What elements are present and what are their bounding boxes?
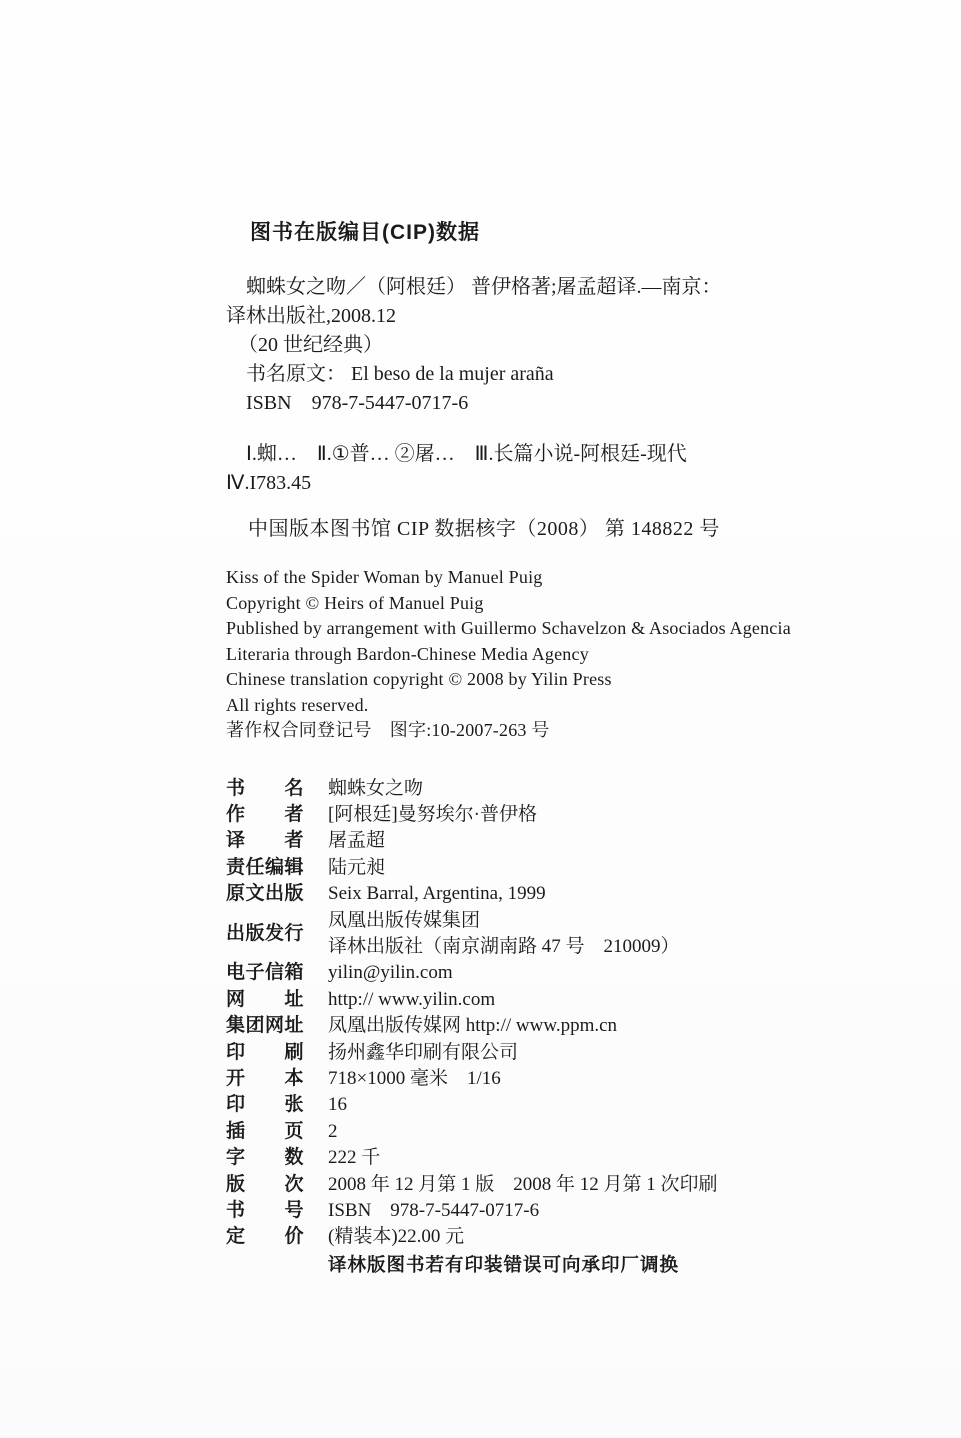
copyright-line: Literaria through Bardon-Chinese Media Agency bbox=[226, 643, 589, 664]
pub-value: 16 bbox=[328, 1094, 347, 1116]
cip-entry-line: 蜘蛛女之吻／（阿根廷） 普伊格著;屠孟超译.—南京： bbox=[246, 276, 722, 298]
copyright-line: Chinese translation copyright © 2008 by Yilin Press bbox=[226, 669, 612, 689]
pub-row-word-count bbox=[226, 1145, 826, 1171]
pub-row-website bbox=[226, 987, 826, 1013]
pub-value: 2008 年 12 月第 1 版 2008 年 12 月第 1 次印刷 bbox=[328, 1173, 718, 1195]
pub-label: 开 本 bbox=[226, 1067, 305, 1089]
pub-value: 屠孟超 bbox=[328, 830, 386, 852]
publication-info-table bbox=[226, 776, 826, 1279]
copyright-registration-line: 著作权合同登记号 图字:10-2007-263 号 bbox=[226, 720, 550, 740]
pub-row-publisher bbox=[226, 908, 826, 961]
cip-classification bbox=[226, 440, 826, 498]
copyright-line: Copyright © Heirs of Manuel Puig bbox=[226, 592, 484, 613]
pub-label: 书 名 bbox=[226, 777, 305, 799]
copyright-block bbox=[226, 565, 826, 744]
pub-row-original-publisher bbox=[226, 881, 826, 907]
pub-label: 印 张 bbox=[226, 1094, 305, 1116]
pub-label: 译 者 bbox=[226, 830, 305, 852]
cip-entry-line: （20 世纪经典） bbox=[238, 334, 383, 356]
pub-label: 网 址 bbox=[226, 988, 305, 1010]
pub-label: 版 次 bbox=[226, 1173, 305, 1195]
pub-value: 蜘蛛女之吻 bbox=[328, 777, 424, 799]
classification-line: Ⅳ.I783.45 bbox=[226, 472, 312, 494]
pub-label: 字 数 bbox=[226, 1147, 305, 1169]
pub-label: 定 价 bbox=[226, 1226, 305, 1248]
pub-value: 222 千 bbox=[328, 1147, 381, 1169]
cip-entry-line: 译林出版社,2008.12 bbox=[226, 305, 396, 327]
pub-row-format bbox=[226, 1066, 826, 1092]
pub-value: 陆元昶 bbox=[328, 856, 386, 878]
pub-row-price bbox=[226, 1224, 826, 1250]
pub-value: http:// www.yilin.com bbox=[328, 988, 496, 1010]
pub-value: 2 bbox=[328, 1120, 338, 1142]
pub-row-email bbox=[226, 960, 826, 986]
pub-value-line: 凤凰出版传媒集团 bbox=[328, 909, 481, 931]
pub-value: ISBN 978-7-5447-0717-6 bbox=[328, 1200, 540, 1221]
pub-row-title bbox=[226, 776, 826, 802]
pub-row-edition bbox=[226, 1172, 826, 1198]
pub-value: (精装本)22.00 元 bbox=[328, 1226, 465, 1248]
classification-line: Ⅰ.蜘… Ⅱ.①普… ②屠… Ⅲ.长篇小说-阿根廷-现代 bbox=[246, 443, 687, 465]
pub-label: 书 号 bbox=[226, 1200, 305, 1221]
pub-value: [阿根廷]曼努埃尔·普伊格 bbox=[328, 803, 537, 825]
pub-label: 集团网址 bbox=[226, 1015, 305, 1037]
pub-value: 扬州鑫华印刷有限公司 bbox=[328, 1041, 519, 1063]
copyright-line: All rights reserved. bbox=[226, 694, 369, 715]
copyright-line: Kiss of the Spider Woman by Manuel Puig bbox=[226, 567, 543, 587]
cip-entry-line: 书名原文： El beso de la mujer araña bbox=[246, 363, 554, 385]
pub-value: 718×1000 毫米 1/16 bbox=[328, 1067, 501, 1089]
pub-label: 作 者 bbox=[226, 803, 305, 825]
pub-label: 印 刷 bbox=[226, 1041, 305, 1063]
pub-row-inserts bbox=[226, 1119, 826, 1145]
pub-row-author bbox=[226, 802, 826, 828]
copyright-line: Published by arrangement with Guillermo Schavelzon & Asociados Agencia bbox=[226, 618, 791, 638]
pub-value: 凤凰出版传媒网 http:// www.ppm.cn bbox=[328, 1015, 618, 1037]
pub-label: 原文出版 bbox=[226, 883, 305, 905]
cip-header: 图书在版编目(CIP)数据 bbox=[250, 221, 480, 244]
pub-value: Seix Barral, Argentina, 1999 bbox=[328, 883, 546, 905]
pub-label: 电子信箱 bbox=[226, 962, 305, 984]
pub-row-editor bbox=[226, 855, 826, 881]
cip-entry-line: ISBN 978-7-5447-0717-6 bbox=[246, 392, 469, 414]
errata-exchange-note: 译林版图书若有印装错误可向承印厂调换 bbox=[328, 1255, 680, 1276]
pub-label: 插 页 bbox=[226, 1120, 305, 1142]
page-content bbox=[226, 216, 826, 1279]
pub-row-translator bbox=[226, 828, 826, 854]
pub-row-printer bbox=[226, 1040, 826, 1066]
pub-row-isbn bbox=[226, 1198, 826, 1224]
pub-row-sheets bbox=[226, 1092, 826, 1118]
pub-row-group-website bbox=[226, 1013, 826, 1039]
cip-registration-number: 中国版本图书馆 CIP 数据核字（2008） 第 148822 号 bbox=[248, 518, 720, 540]
pub-label: 出版发行 bbox=[226, 922, 305, 944]
pub-value-line: 译林出版社（南京湖南路 47 号 210009） bbox=[328, 935, 680, 957]
pub-value bbox=[328, 908, 680, 961]
pub-label: 责任编辑 bbox=[226, 856, 305, 878]
cip-catalog-entry bbox=[226, 273, 826, 418]
pub-value: yilin@yilin.com bbox=[328, 962, 453, 984]
